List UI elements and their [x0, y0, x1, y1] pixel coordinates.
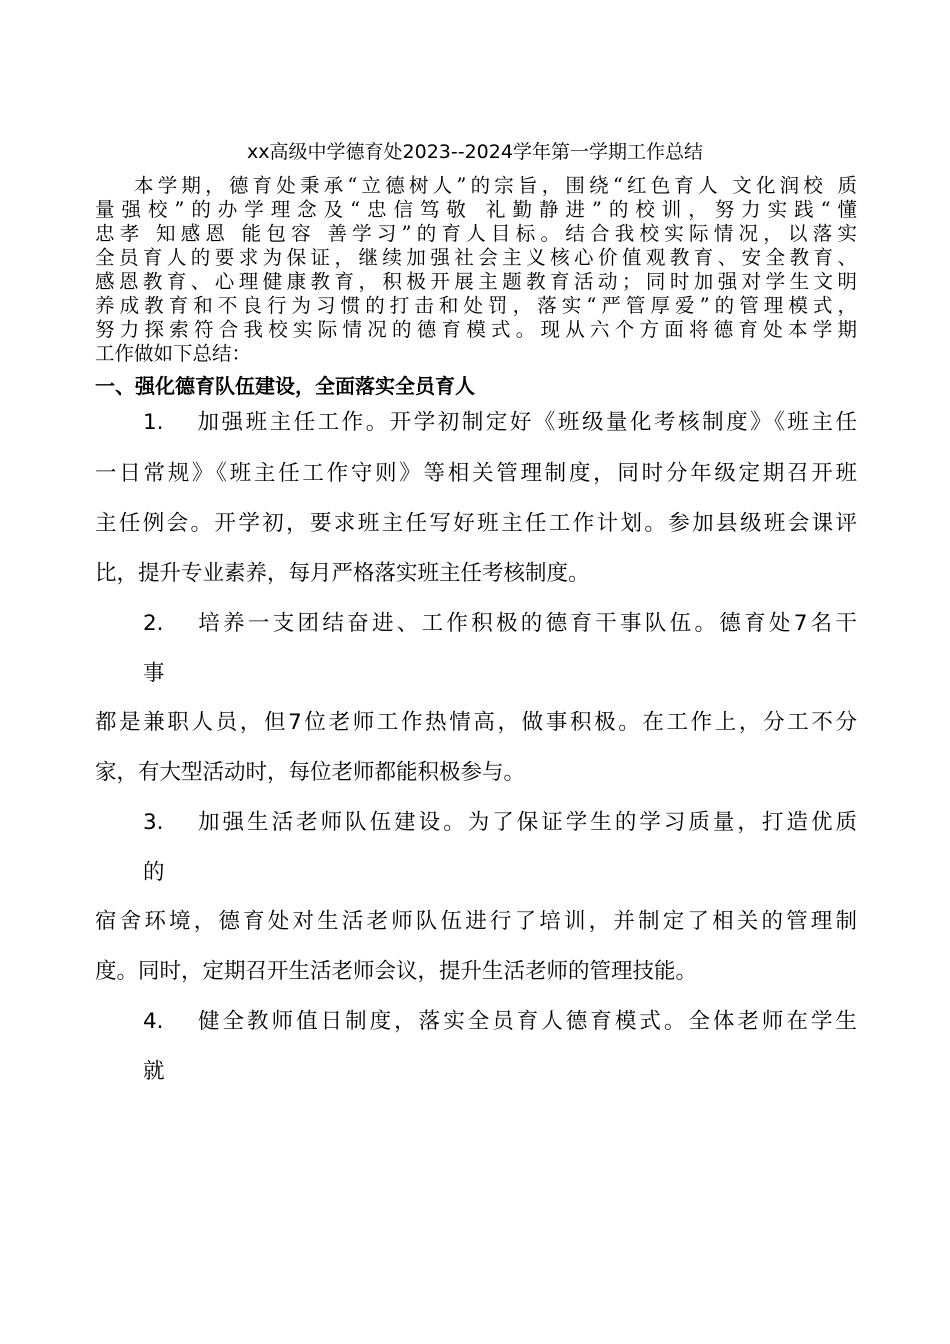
item-2-line-2: 事	[143, 661, 165, 686]
intro-line: 量强校”的办学理念及“忠信笃敬 礼勤静进”的校训，努力实践“懂	[95, 198, 857, 221]
item-text: 加强班主任工作。开学初制定好《班级量化考核制度》《班主任	[195, 410, 857, 435]
item-3-line-1	[143, 808, 857, 838]
item-number: 2.	[143, 611, 164, 636]
intro-line: 感恩教育、心理健康教育，积极开展主题教育活动；同时加强对学生文明	[95, 270, 857, 293]
document-title: xx高级中学德育处2023--2024学年第一学期工作总结	[247, 141, 703, 163]
item-text: 健全教师值日制度，落实全员育人德育模式。全体老师在学生	[195, 1009, 857, 1034]
item-number: 4.	[143, 1009, 164, 1034]
item-3-line-2: 的	[143, 860, 165, 885]
item-number: 1.	[143, 410, 164, 435]
item-2-line-3: 都是兼职人员，但7位老师工作热情高，做事积极。在工作上，分工不分	[95, 710, 857, 735]
item-1-line-2: 一日常规》《班主任工作守则》等相关管理制度，同时分年级定期召开班	[95, 461, 857, 486]
item-number: 3.	[143, 810, 164, 835]
item-2-line-4: 家，有大型活动时，每位老师都能积极参与。	[95, 760, 526, 785]
intro-line: 全员育人的要求为保证，继续加强社会主义核心价值观教育、安全教育、	[95, 246, 857, 269]
item-4-line-2: 就	[143, 1059, 165, 1084]
intro-line: 忠孝 知感恩 能包容 善学习”的育人目标。结合我校实际情况，以落实	[95, 222, 857, 245]
intro-line: 努力探索符合我校实际情况的德育模式。现从六个方面将德育处本学期	[95, 318, 857, 341]
item-1-line-1	[143, 408, 857, 438]
intro-line: 本学期，德育处秉承“立德树人”的宗旨，围绕“红色育人 文化润校 质	[134, 174, 857, 197]
intro-line: 工作做如下总结：	[95, 342, 252, 365]
item-2-line-1	[143, 609, 857, 639]
item-3-line-4: 度。同时，定期召开生活老师会议，提升生活老师的管理技能。	[95, 959, 698, 984]
item-3-line-3: 宿舍环境，德育处对生活老师队伍进行了培训，并制定了相关的管理制	[95, 909, 857, 934]
item-text: 培养一支团结奋进、工作积极的德育干事队伍。德育处7名干	[195, 611, 857, 636]
intro-paragraph	[95, 174, 857, 366]
intro-line: 养成教育和不良行为习惯的打击和处罚，落实“严管厚爱”的管理模式，	[95, 294, 857, 317]
item-text: 加强生活老师队伍建设。为了保证学生的学习质量，打造优质	[195, 810, 857, 835]
item-1-line-3: 主任例会。开学初，要求班主任写好班主任工作计划。参加县级班会课评	[95, 511, 857, 536]
item-4-line-1	[143, 1007, 857, 1037]
item-1-line-4: 比，提升专业素养，每月严格落实班主任考核制度。	[95, 561, 590, 586]
section-heading: 一、强化德育队伍建设，全面落实全员育人	[95, 374, 475, 398]
